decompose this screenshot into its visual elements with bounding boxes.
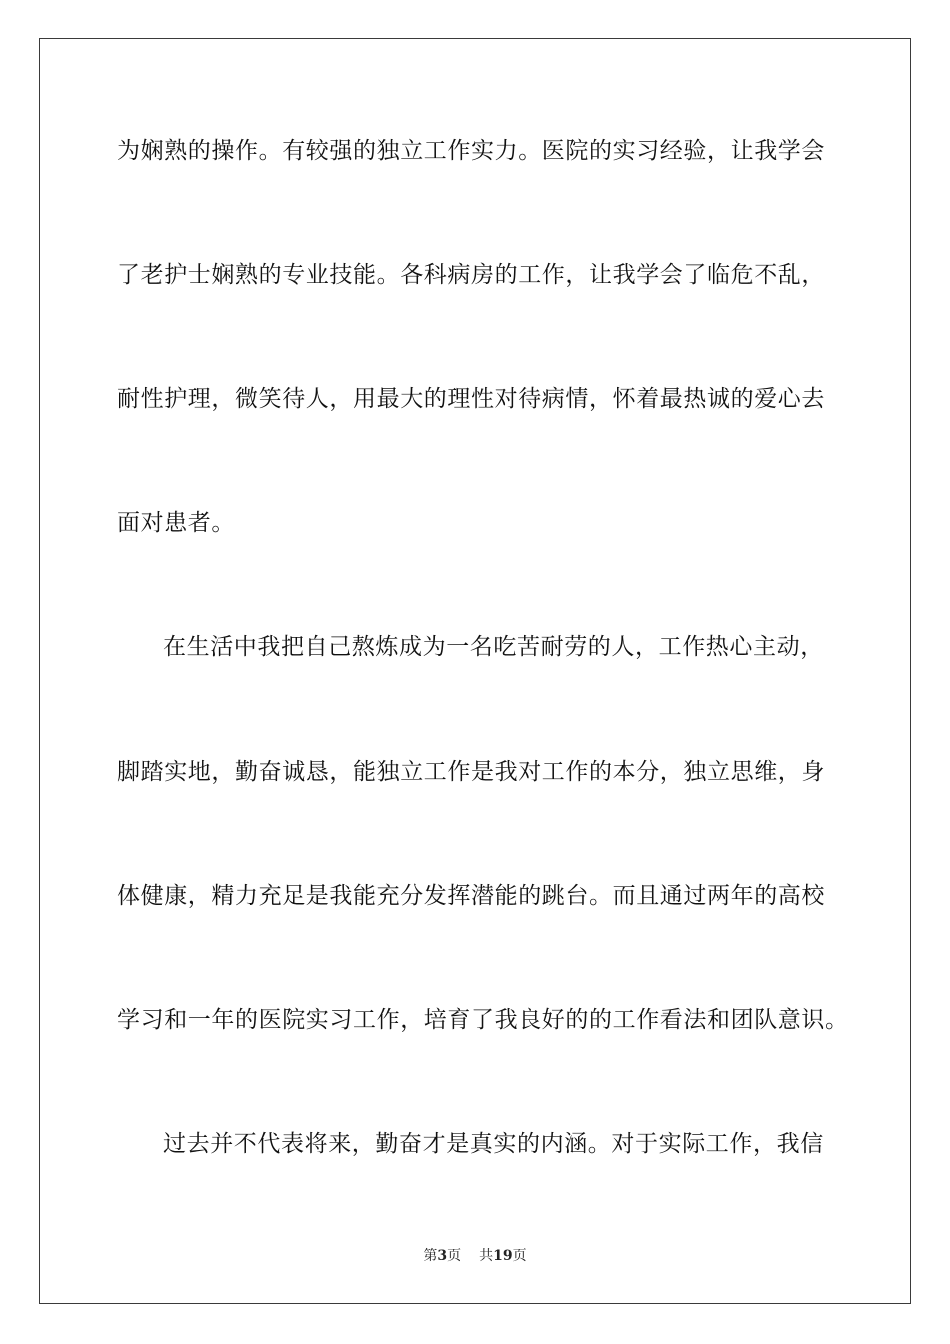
body-line-8: 学习和一年的医院实习工作，培育了我良好的的工作看法和团队意识。 [117, 1007, 849, 1033]
body-line-3: 耐性护理，微笑待人，用最大的理性对待病情，怀着最热诚的爱心去 [117, 386, 825, 412]
total-suffix: 页 [512, 1248, 527, 1264]
page-suffix: 页 [447, 1248, 462, 1264]
page-footer [0, 1246, 950, 1266]
page-prefix: 第 [423, 1248, 438, 1264]
body-line-2: 了老护士娴熟的专业技能。各科病房的工作，让我学会了临危不乱， [117, 262, 825, 288]
body-line-5: 在生活中我把自己熬炼成为一名吃苦耐劳的人，工作热心主动， [163, 634, 824, 660]
total-pages: 19 [493, 1248, 513, 1264]
body-line-6: 脚踏实地，勤奋诚恳，能独立工作是我对工作的本分，独立思维，身 [117, 759, 825, 785]
page-number: 3 [437, 1248, 448, 1264]
body-line-9: 过去并不代表将来，勤奋才是真实的内涵。对于实际工作，我信 [163, 1131, 824, 1157]
body-line-7: 体健康，精力充足是我能充分发挥潜能的跳台。而且通过两年的高校 [117, 883, 825, 909]
body-line-4: 面对患者。 [117, 510, 235, 536]
page-border [39, 38, 911, 1304]
body-line-1: 为娴熟的操作。有较强的独立工作实力。医院的实习经验，让我学会 [117, 138, 825, 164]
total-prefix: 共 [479, 1248, 494, 1264]
